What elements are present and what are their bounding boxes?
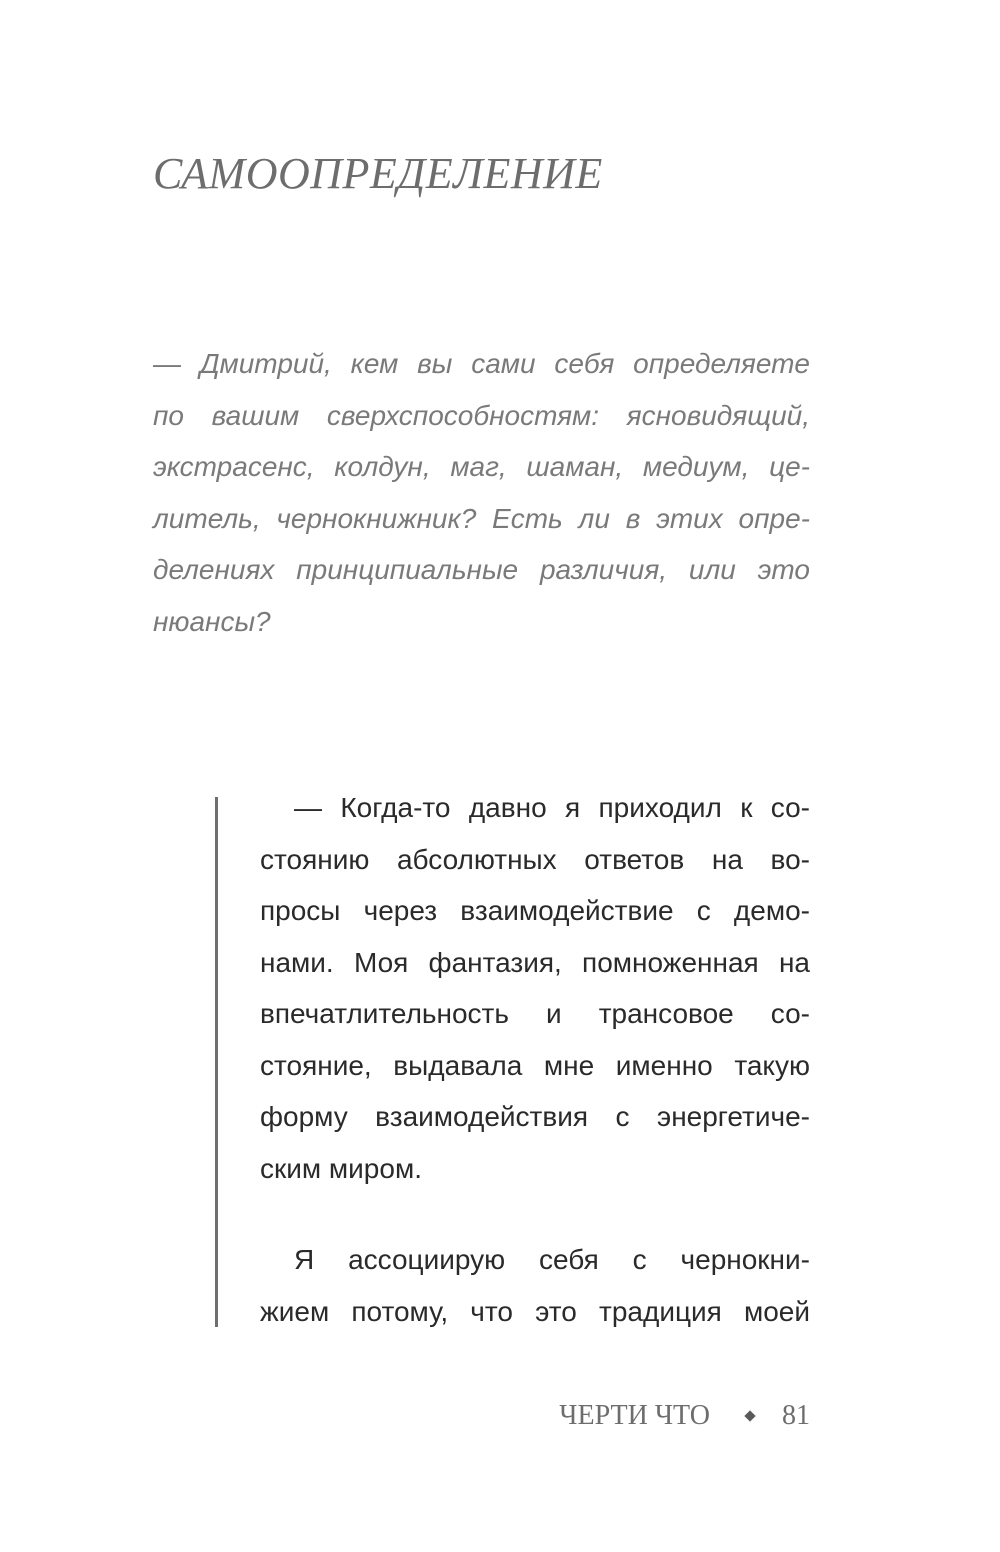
chapter-title: САМООПРЕДЕЛЕНИЕ <box>153 149 603 198</box>
interview-answer <box>260 782 810 1337</box>
answer-line: впечатлительность и трансовое со- <box>260 998 810 1029</box>
diamond-separator-icon <box>744 1410 755 1421</box>
question-line: экстрасенс, колдун, маг, шаман, медиум, це- <box>153 451 810 482</box>
question-line: — Дмитрий, кем вы сами себя определяете <box>153 348 810 379</box>
answer-line: стояние, выдавала мне именно такую <box>260 1049 810 1081</box>
paragraph-spacer <box>260 1194 810 1234</box>
answer-line: ским миром. <box>260 1152 422 1184</box>
question-line: литель, чернокнижник? Есть ли в этих опре- <box>153 502 810 534</box>
answer-line: нами. Моя фантазия, помноженная на <box>260 946 810 978</box>
question-line: нюансы? <box>153 605 271 637</box>
answer-line: — Когда-то давно я приходил к со- <box>294 792 810 823</box>
question-line: делениях принципиальные различия, или это <box>153 554 810 585</box>
running-title: ЧЕРТИ ЧТО <box>559 1400 710 1431</box>
page-number: 81 <box>782 1400 810 1431</box>
answer-vertical-rule <box>215 797 218 1327</box>
answer-line: жием потому, что это традиция моей <box>260 1295 810 1327</box>
answer-line: форму взаимодействия с энергетиче- <box>260 1101 810 1132</box>
interview-question <box>153 338 810 647</box>
question-line: по вашим сверхспособностям: ясновидящий, <box>153 399 810 431</box>
answer-line: стоянию абсолютных ответов на во- <box>260 843 810 875</box>
answer-line: Я ассоциирую себя с чернокни- <box>294 1244 810 1275</box>
answer-line: просы через взаимодействие с демо- <box>260 895 810 926</box>
page-footer <box>559 1400 810 1432</box>
